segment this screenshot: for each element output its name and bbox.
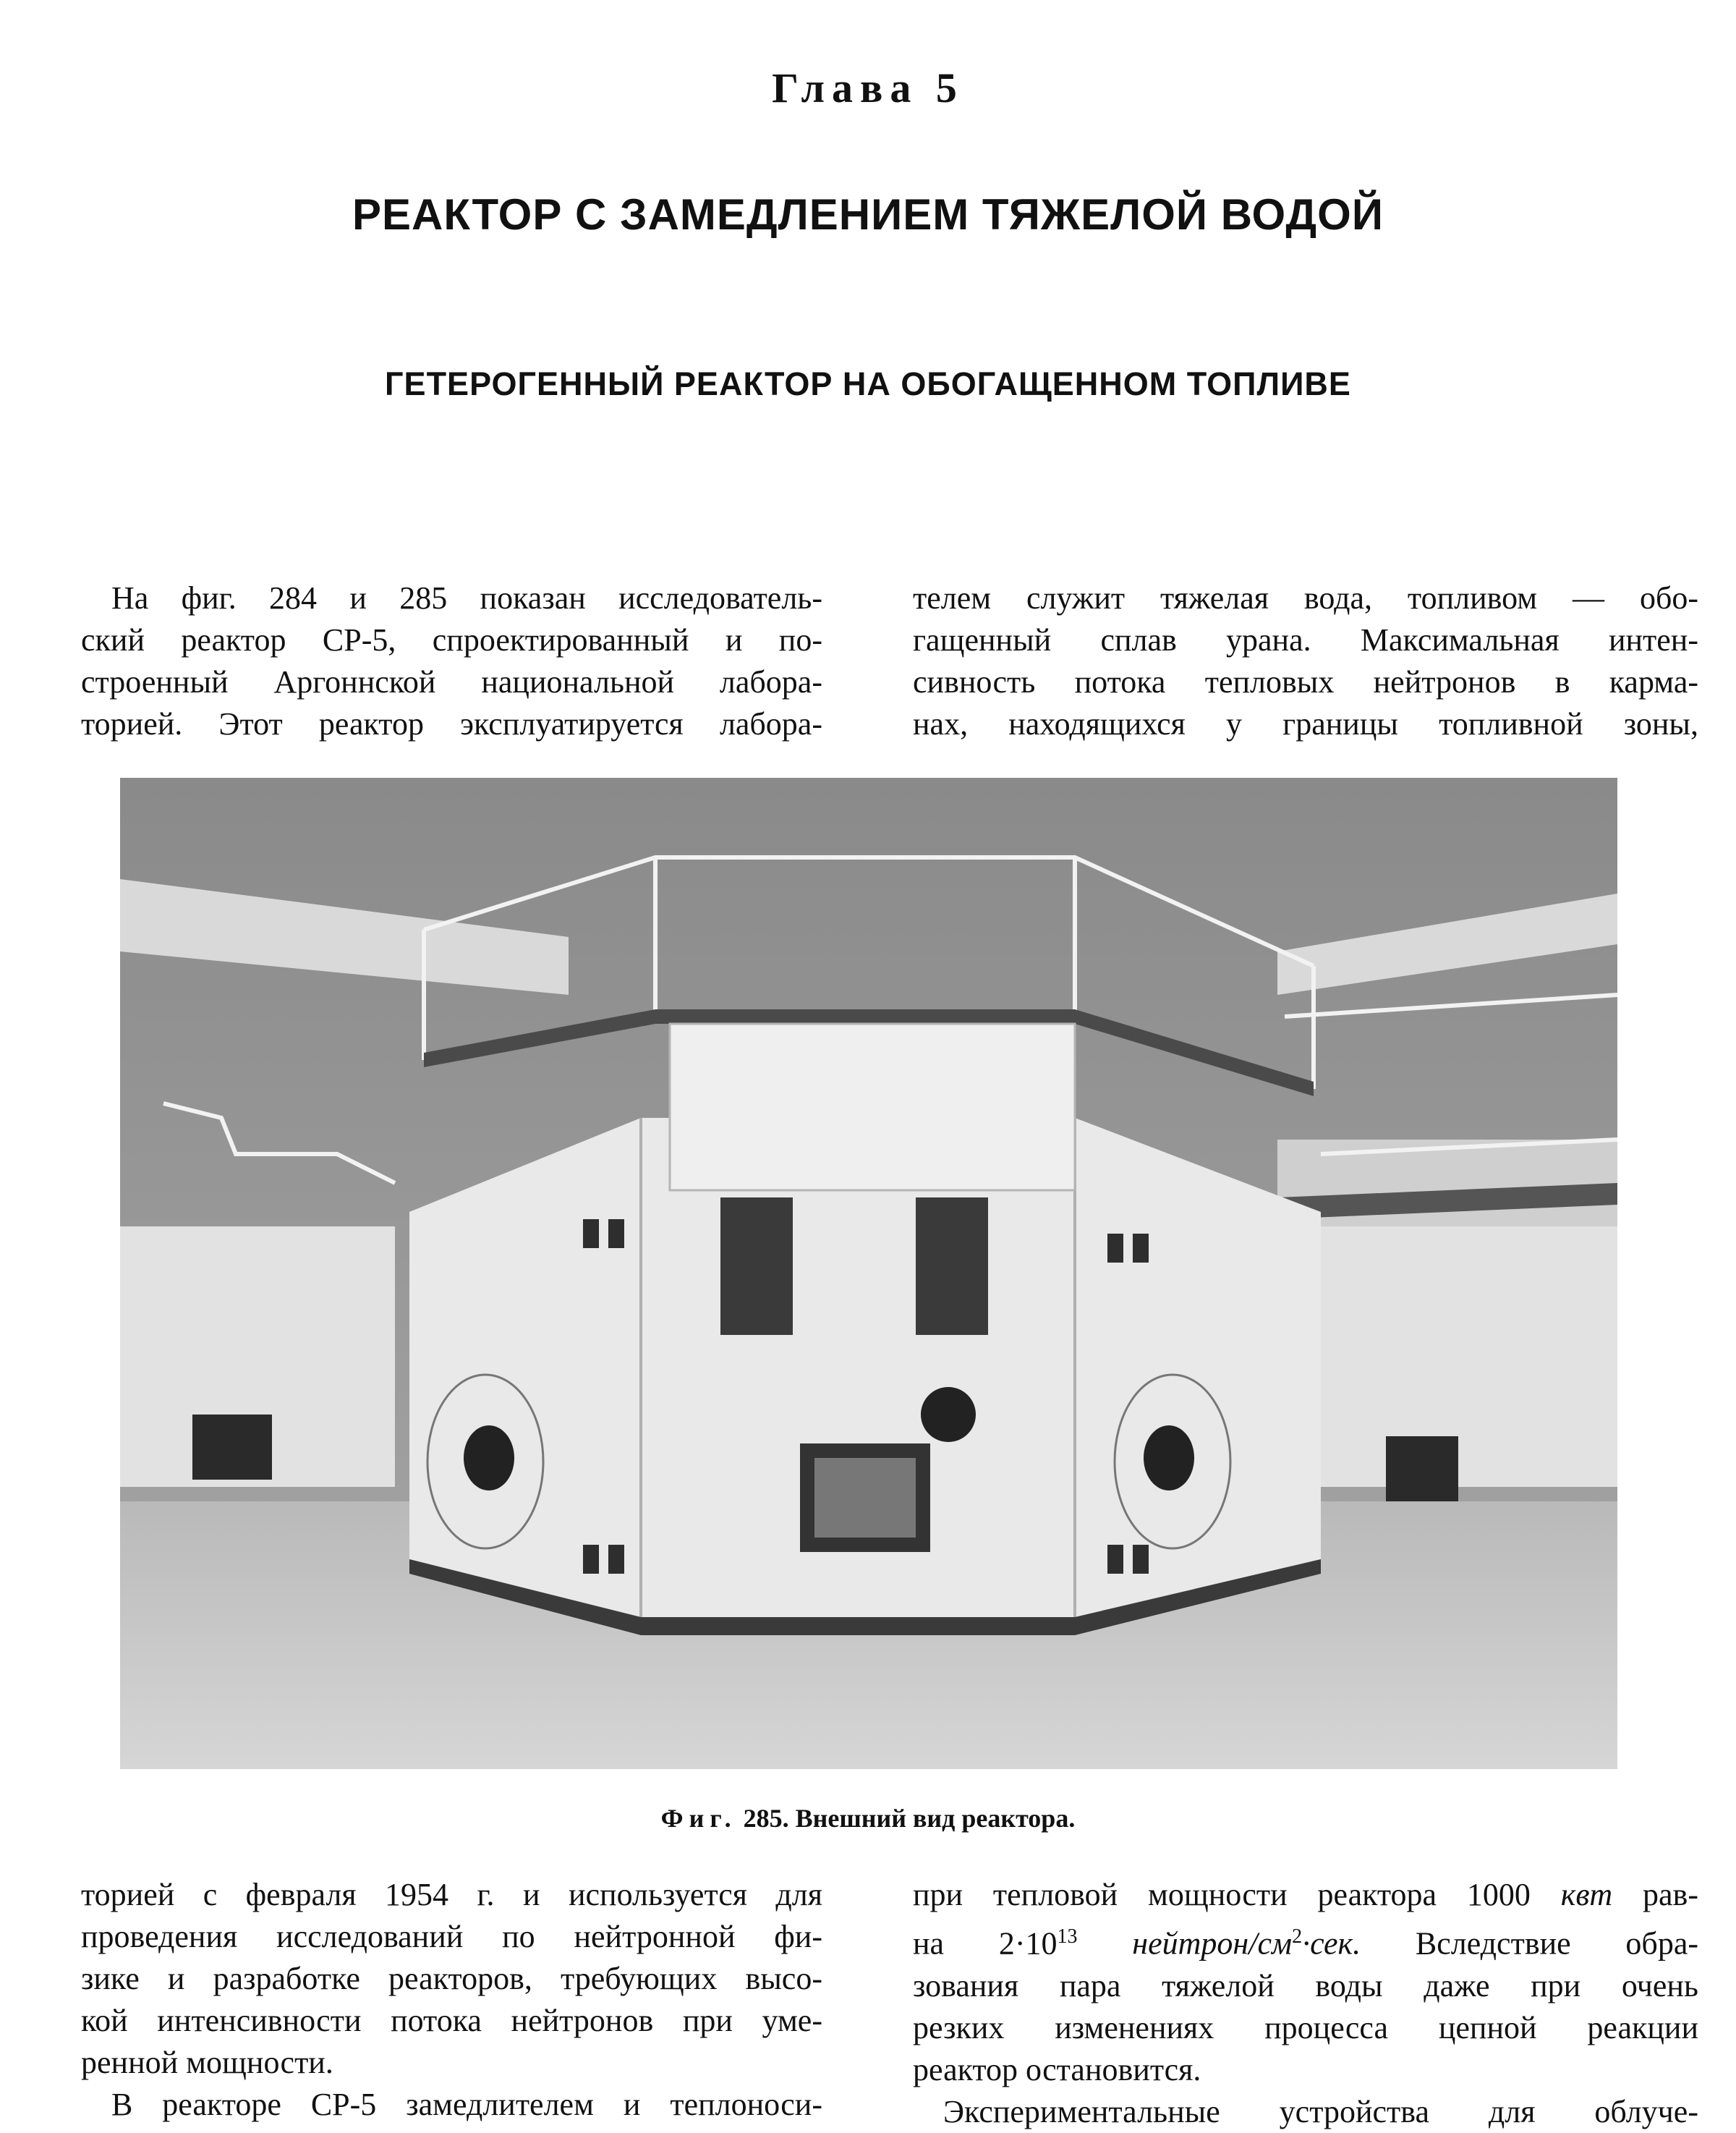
unit-flux-sec: ·сек.: [1302, 1925, 1361, 1962]
text-line: ренной мощности.: [81, 2045, 333, 2080]
text-line: нах, находящихся у границы топливной зоны,: [913, 706, 1698, 742]
text-fragment: на 2·10: [913, 1925, 1058, 1962]
reactor-photo: [120, 778, 1617, 1769]
text-line: реактор остановится.: [913, 2051, 1201, 2087]
text-column-top-right: [913, 577, 1698, 745]
text-column-bottom-left: [81, 1874, 822, 2126]
text-line: [913, 1916, 1698, 1965]
text-line: [913, 1874, 1698, 1916]
exponent: 2: [1292, 1925, 1303, 1948]
unit-flux: нейтрон/см: [1077, 1925, 1293, 1962]
text-line: телем служит тяжелая вода, топливом — обо-: [913, 580, 1698, 616]
unit-kw: квт: [1560, 1877, 1613, 1912]
caption-text: 285. Внешний вид реактора.: [743, 1804, 1076, 1833]
chapter-heading: Глава 5: [772, 64, 964, 111]
text-line: зования пара тяжелой воды даже при очень: [913, 1967, 1698, 2003]
text-line: торией с февраля 1954 г. и используется для: [81, 1877, 822, 1912]
text-line: кой интенсивности потока нейтронов при уме-: [81, 2003, 822, 2038]
exponent: 13: [1057, 1925, 1078, 1948]
text-line: ский реактор СР-5, спроектированный и по-: [81, 622, 822, 658]
text-fragment: Вследствие обра-: [1361, 1925, 1698, 1962]
text-line: проведения исследований по нейтронной фи-: [81, 1919, 822, 1954]
text-column-bottom-right: [913, 1874, 1698, 2133]
text-column-top-left: [81, 577, 822, 745]
text-line: резких изменениях процесса цепной реакции: [913, 2009, 1698, 2045]
text-line: сивность потока тепловых нейтронов в карма-: [913, 664, 1698, 700]
text-line: зике и разработке реакторов, требующих высо-: [81, 1961, 822, 1996]
text-fragment: рав-: [1612, 1877, 1698, 1912]
text-line: На фиг. 284 и 285 показан исследователь-: [111, 580, 822, 616]
text-fragment: при тепловой мощности реактора 1000: [913, 1877, 1561, 1912]
figure-caption: [0, 1803, 1736, 1833]
chapter-title: РЕАКТОР С ЗАМЕДЛЕНИЕМ ТЯЖЕЛОЙ ВОДОЙ: [352, 190, 1384, 239]
text-line: Экспериментальные устройства для облуче-: [943, 2093, 1698, 2129]
text-line: гащенный сплав урана. Максимальная интен-: [913, 622, 1698, 658]
text-line: строенный Аргоннской национальной лабора-: [81, 664, 822, 700]
text-line: торией. Этот реактор эксплуатируется лабора-: [81, 706, 822, 742]
section-title: ГЕТЕРОГЕННЫЙ РЕАКТОР НА ОБОГАЩЕННОМ ТОПЛИВЕ: [385, 365, 1351, 402]
caption-lead: Фиг.: [660, 1804, 737, 1833]
text-line: В реакторе СР-5 замедлителем и теплоноси-: [111, 2087, 822, 2122]
